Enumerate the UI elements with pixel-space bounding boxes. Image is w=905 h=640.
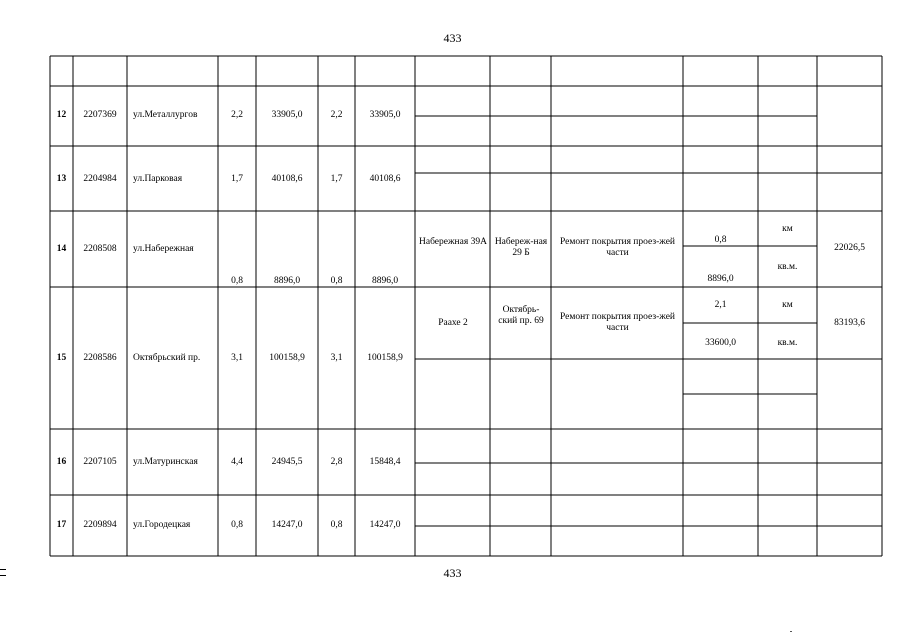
row-14-area-1: 8896,0 bbox=[273, 276, 301, 286]
page-number-top: 433 bbox=[443, 31, 462, 45]
row-12-area-2: 33905,0 bbox=[369, 110, 401, 120]
row-13-area-2: 40108,6 bbox=[369, 174, 401, 184]
row-17-length-1: 0,8 bbox=[231, 520, 243, 530]
row-14-length-1: 0,8 bbox=[231, 276, 243, 286]
row-14-quantity-m2: 8896,0 bbox=[707, 274, 734, 284]
row-14-quantity-km: 0,8 bbox=[714, 235, 727, 245]
row-13-length-2: 1,7 bbox=[330, 174, 343, 184]
row-16-length-1: 4,4 bbox=[231, 457, 243, 467]
row-16-number: 16 bbox=[56, 457, 67, 467]
row-14-area-2: 8896,0 bbox=[371, 276, 399, 286]
row-13-area-1: 40108,6 bbox=[271, 174, 303, 184]
row-15-area-2: 100158,9 bbox=[367, 353, 403, 363]
row-12-street: ул.Металлургов bbox=[133, 110, 198, 120]
row-14-length-2: 0,8 bbox=[330, 276, 343, 286]
page-number-bottom: 433 bbox=[443, 566, 462, 580]
row-14-street: ул.Набережная bbox=[133, 244, 194, 254]
row-15-number: 15 bbox=[56, 353, 67, 363]
row-15-street: Октябрьский пр. bbox=[133, 353, 201, 363]
row-16-area-2: 15848,4 bbox=[369, 457, 401, 467]
row-14-number: 14 bbox=[56, 244, 67, 254]
row-15-quantity-km: 2,1 bbox=[714, 300, 727, 310]
row-15-length-2: 3,1 bbox=[330, 353, 343, 363]
row-14-code: 2208508 bbox=[83, 244, 117, 254]
row-14-unit-m2: кв.м. bbox=[777, 262, 798, 272]
row-17-code: 2209894 bbox=[83, 520, 117, 530]
row-15-cost: 83193,6 bbox=[834, 318, 865, 328]
row-15-work-type: Ремонт покрытия проез-жей части bbox=[560, 312, 675, 333]
row-15-area-1: 100158,9 bbox=[269, 353, 305, 363]
row-15-section-from: Раахе 2 bbox=[438, 318, 468, 328]
row-15-unit-m2: кв.м. bbox=[777, 338, 798, 348]
row-16-length-2: 2,8 bbox=[330, 457, 343, 467]
row-14-work-type: Ремонт покрытия проез-жей части bbox=[560, 237, 675, 258]
row-14-section-to: Набереж-ная 29 Б bbox=[494, 237, 548, 258]
row-14-unit-km: км bbox=[782, 224, 793, 234]
scan-edge-mark bbox=[0, 575, 6, 576]
row-16-street: ул.Матуринская bbox=[133, 457, 198, 467]
row-15-section-to: Октябрь-ский пр. 69 bbox=[498, 305, 544, 326]
row-12-area-1: 33905,0 bbox=[271, 110, 303, 120]
row-17-length-2: 0,8 bbox=[330, 520, 343, 530]
row-12-length-1: 2,2 bbox=[231, 110, 243, 120]
row-13-code: 2204984 bbox=[83, 174, 117, 184]
scan-speck bbox=[790, 631, 792, 632]
row-12-length-2: 2,2 bbox=[330, 110, 343, 120]
row-16-code: 2207105 bbox=[83, 457, 117, 467]
row-16-area-1: 24945,5 bbox=[271, 457, 303, 467]
row-17-street: ул.Городецкая bbox=[133, 520, 191, 530]
row-17-area-1: 14247,0 bbox=[271, 520, 303, 530]
row-17-area-2: 14247,0 bbox=[369, 520, 401, 530]
row-17-number: 17 bbox=[56, 520, 67, 530]
row-14-cost: 22026,5 bbox=[834, 243, 865, 253]
row-13-number: 13 bbox=[56, 174, 67, 184]
row-15-length-1: 3,1 bbox=[231, 353, 243, 363]
row-14-section-from: Набережная 39А bbox=[419, 237, 487, 247]
row-13-length-1: 1,7 bbox=[231, 174, 243, 184]
row-12-code: 2207369 bbox=[83, 110, 117, 120]
row-13-street: ул.Парковая bbox=[133, 174, 183, 184]
row-15-quantity-m2: 33600,0 bbox=[705, 338, 736, 348]
scan-edge-mark bbox=[0, 569, 6, 570]
row-15-code: 2208586 bbox=[83, 353, 117, 363]
row-15-unit-km: км bbox=[782, 300, 793, 310]
row-12-number: 12 bbox=[56, 110, 67, 120]
